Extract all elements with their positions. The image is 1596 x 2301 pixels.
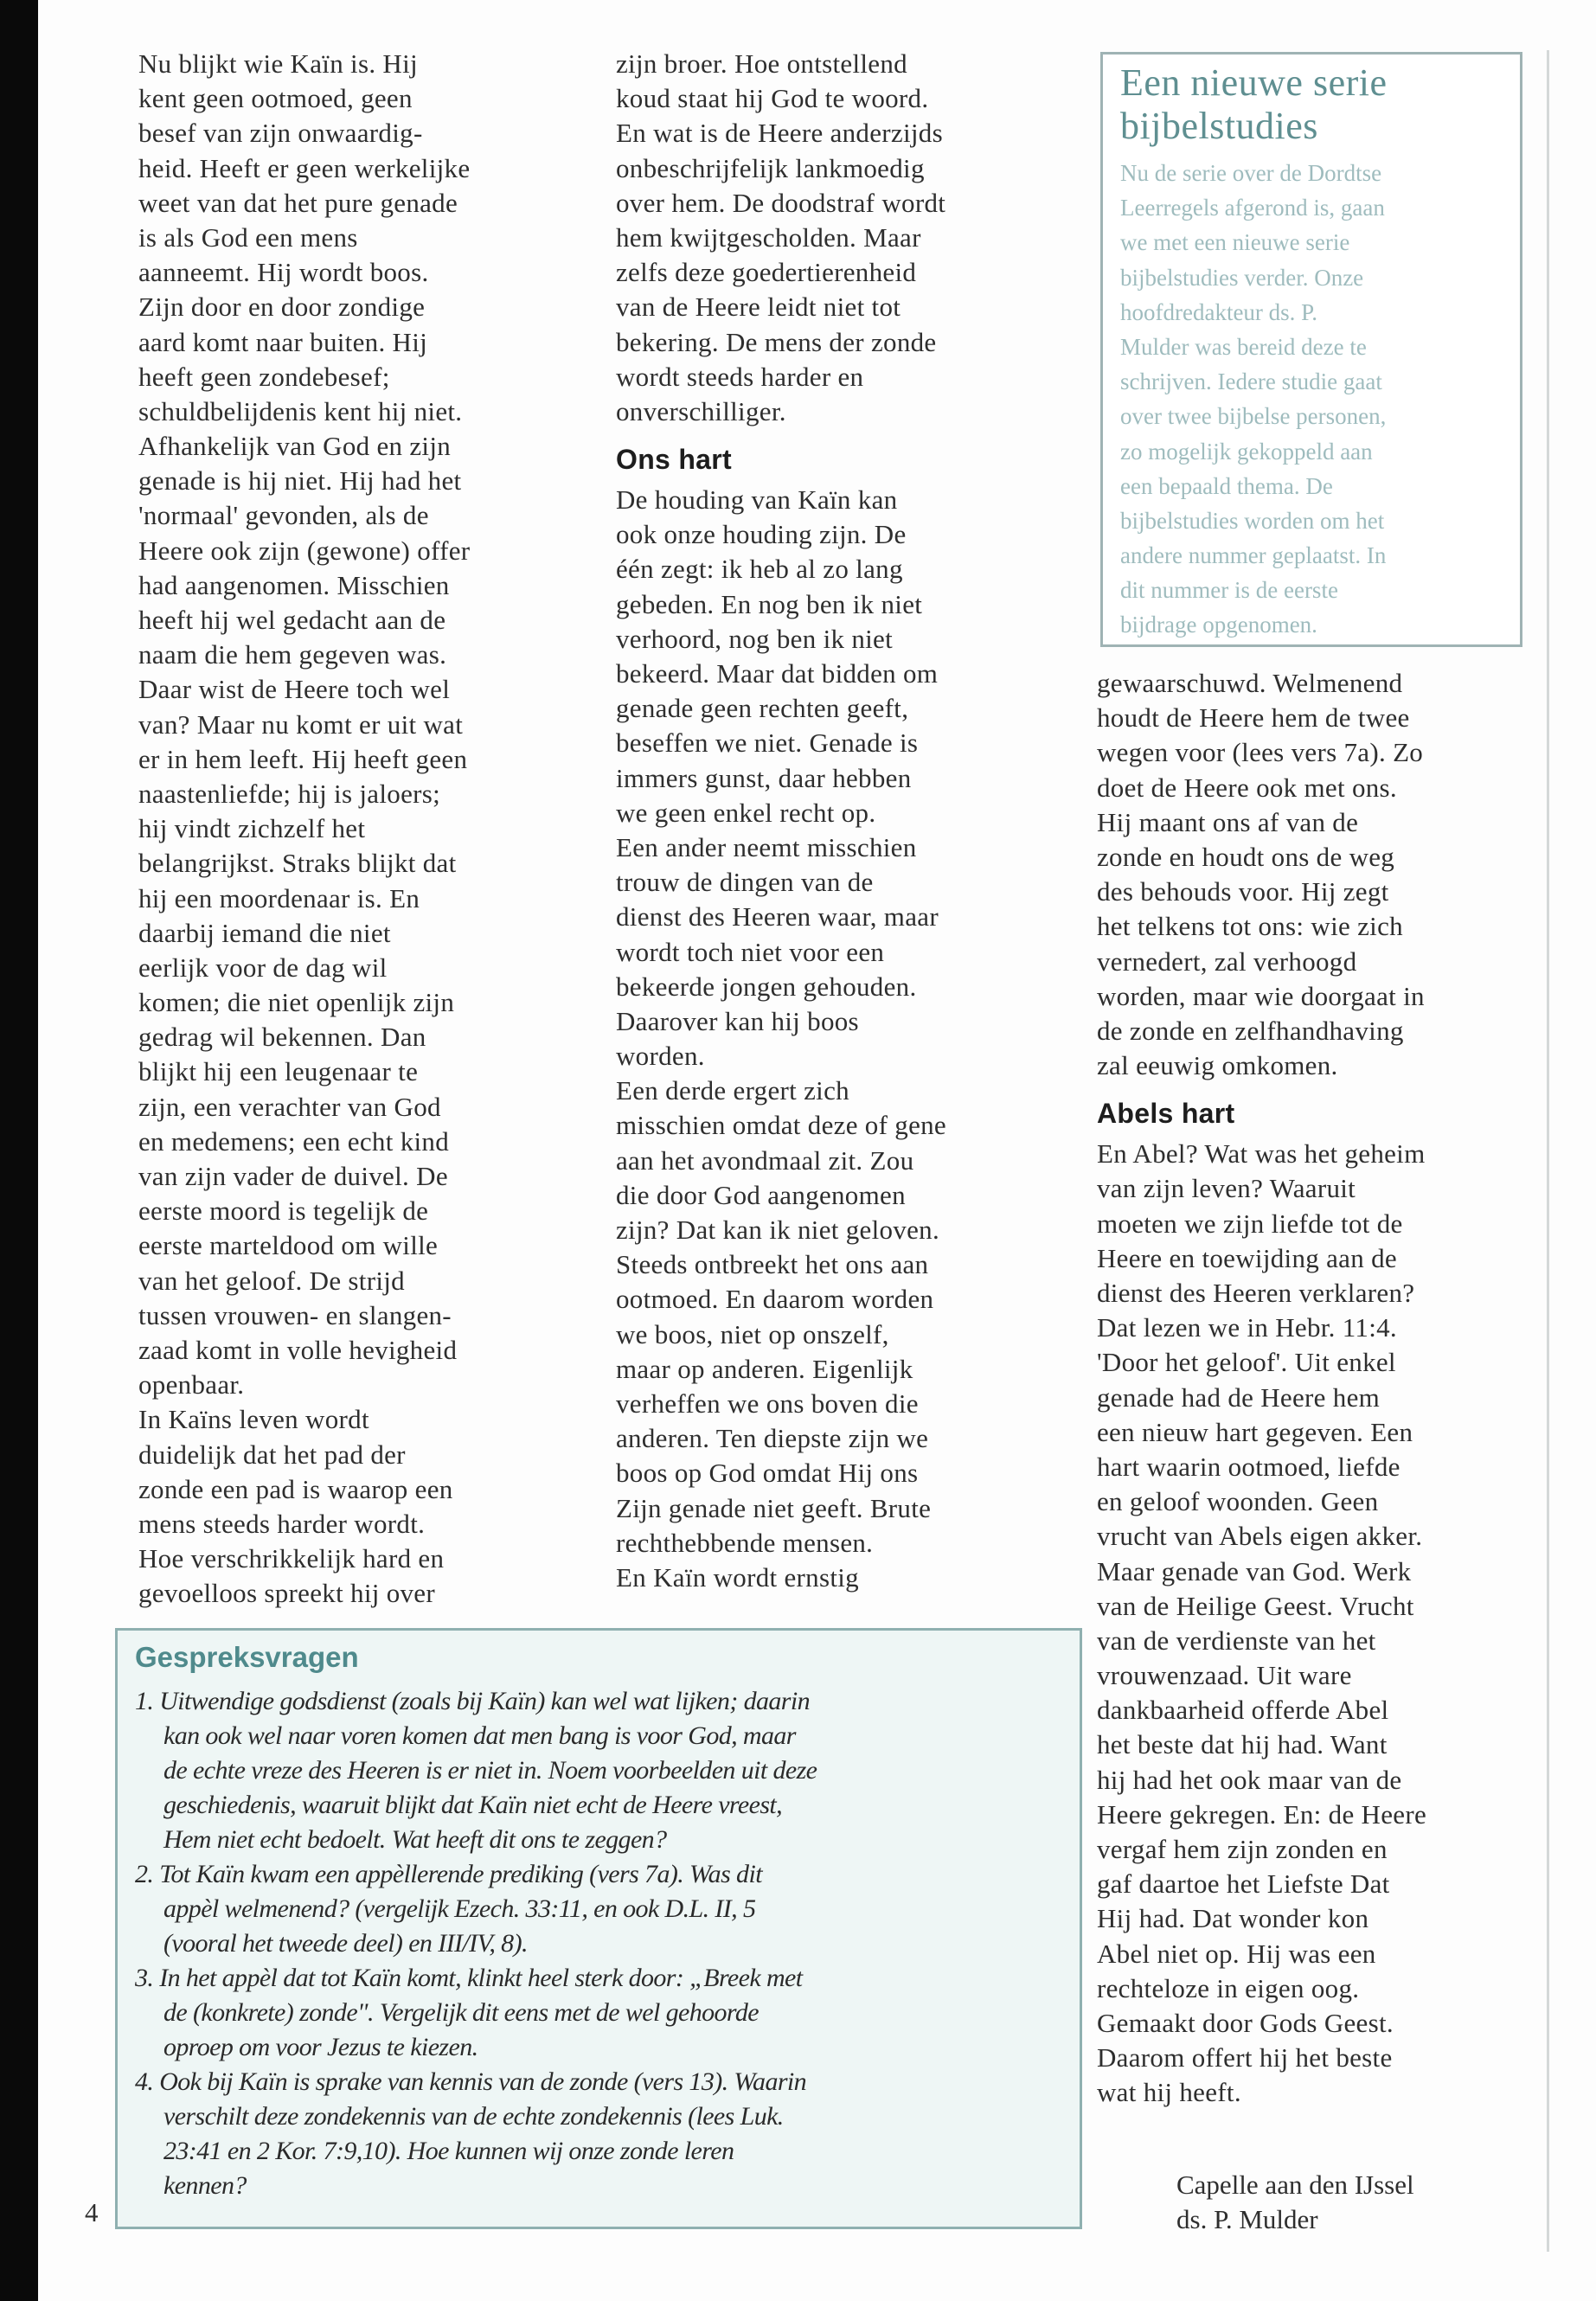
text-line: maar op anderen. Eigenlijk	[616, 1353, 913, 1384]
text-line: hem kwijtgescholden. Maar	[616, 221, 921, 253]
text-line: Een derde ergert zich	[616, 1075, 849, 1106]
text-line: Een ander neemt misschien	[616, 831, 917, 862]
article-column-2	[616, 47, 946, 1595]
text-line: naam die hem gegeven was.	[138, 639, 447, 670]
text-line: aard komt naar buiten. Hij	[138, 326, 428, 357]
text-line: eerlijk voor de dag wil	[138, 952, 388, 983]
text-line: En Abel? Wat was het geheim	[1097, 1138, 1426, 1170]
text-block	[1097, 666, 1426, 1083]
text-line: van? Maar nu komt er uit wat	[138, 708, 464, 740]
text-line: Zijn genade niet geeft. Brute	[616, 1492, 932, 1523]
text-line: heeft hij wel gedacht aan de	[138, 605, 446, 635]
text-line: Hoe verschrikkelijk hard en	[138, 1543, 445, 1574]
text-line: En wat is de Heere anderzijds	[616, 118, 943, 149]
text-line: dienst des Heeren waar, maar	[616, 901, 939, 933]
text-line: wordt toch niet voor een	[616, 936, 885, 967]
text-line: verhoord, nog ben ik niet	[616, 623, 894, 654]
question-line: 1. Uitwendige godsdienst (zoals bij Kaïn) kan wel wat lijken; daarin	[135, 1687, 810, 1715]
text-line: Nu blijkt wie Kaïn is. Hij	[138, 48, 418, 79]
text-line: dankbaarheid offerde Abel	[1097, 1695, 1389, 1726]
signature-author: ds. P. Mulder	[1176, 2204, 1318, 2234]
text-line: een nieuw hart gegeven. Een	[1097, 1416, 1413, 1447]
text-line: gevoelloos spreekt hij over	[138, 1578, 435, 1609]
question-line: de (konkrete) zonde". Vergelijk dit eens met de wel gehoorde	[163, 1998, 760, 2027]
text-line: zijn? Dat kan ik niet geloven.	[616, 1215, 939, 1245]
text-line: weet van dat het pure genade	[138, 187, 458, 218]
text-line: openbaar.	[138, 1369, 245, 1400]
text-line: 'normaal' gevonden, als de	[138, 500, 429, 531]
question-item	[135, 1684, 1062, 1857]
text-line: tussen vrouwen- en slangen-	[138, 1299, 452, 1330]
text-block	[616, 483, 946, 1595]
text-line: des behouds voor. Hij zegt	[1097, 876, 1389, 907]
text-line: heid. Heeft er geen werkelijke	[138, 152, 471, 183]
title-line: bijbelstudies	[1120, 105, 1318, 147]
text-line: Afhankelijk van God en zijn	[138, 431, 452, 462]
text-line: schuldbelijdenis kent hij niet.	[138, 395, 463, 426]
text-line: zelfs deze goedertierenheid	[616, 257, 917, 288]
text-line: blijkt hij een leugenaar te	[138, 1056, 419, 1087]
text-line: van het geloof. De strijd	[138, 1265, 405, 1296]
intro-text-line: schrijven. Iedere studie gaat	[1120, 369, 1382, 395]
text-line: en geloof woonden. Geen	[1097, 1486, 1379, 1517]
text-line: hart waarin ootmoed, liefde	[1097, 1451, 1401, 1482]
text-line: zal eeuwig omkomen.	[1097, 1050, 1338, 1081]
section-heading-abels-hart: Abels hart	[1097, 1098, 1235, 1130]
text-line: naastenliefde; hij is jaloers;	[138, 778, 441, 809]
text-line: is als God een mens	[138, 221, 358, 253]
text-line: van de Heilige Geest. Vrucht	[1097, 1590, 1414, 1621]
discussion-questions-title: Gespreksvragen	[135, 1641, 359, 1673]
page-edge-black-bar	[0, 0, 38, 2301]
text-line: Gemaakt door Gods Geest.	[1097, 2007, 1394, 2038]
text-line: ootmoed. En daarom worden	[616, 1284, 934, 1315]
intro-text-line: over twee bijbelse personen,	[1120, 403, 1387, 430]
text-line: zonde en houdt ons de weg	[1097, 841, 1395, 872]
text-line: we boos, niet op onszelf,	[616, 1318, 889, 1349]
text-line: Hij maant ons af van de	[1097, 806, 1359, 837]
text-line: trouw de dingen van de	[616, 867, 874, 898]
right-margin-rule	[1547, 50, 1549, 2252]
text-line: rechthebbende mensen.	[616, 1527, 874, 1558]
question-item	[135, 1961, 1062, 2065]
text-line: beseffen we niet. Genade is	[616, 727, 919, 759]
text-line: Hij had. Dat wonder kon	[1097, 1903, 1369, 1934]
question-line: Hem niet echt bedoelt. Wat heeft dit ons te zeggen?	[163, 1825, 667, 1854]
question-list	[135, 1684, 1062, 2203]
text-line: rechteloze in eigen oog.	[1097, 1972, 1360, 2003]
text-line: mens steeds harder wordt.	[138, 1508, 426, 1539]
text-line: vrouwenzaad. Uit ware	[1097, 1660, 1352, 1691]
text-line: aan het avondmaal zit. Zou	[616, 1144, 914, 1176]
intro-text-line: hoofdredakteur ds. P.	[1120, 298, 1317, 325]
text-line: Heere gekregen. En: de Heere	[1097, 1798, 1427, 1830]
section-heading-ons-hart: Ons hart	[616, 444, 732, 476]
text-line: vergaf hem zijn zonden en	[1097, 1834, 1388, 1864]
text-line: Daar wist de Heere toch wel	[138, 674, 451, 705]
question-line: de echte vreze des Heeren is er niet in. Noem voorbeelden uit deze	[163, 1756, 817, 1785]
text-line: genade is hij niet. Hij had het	[138, 465, 462, 497]
article-column-1	[138, 47, 470, 1611]
article-column-3	[1097, 666, 1426, 2111]
text-line: genade had de Heere hem	[1097, 1381, 1381, 1413]
text-line: de zonde en zelfhandhaving	[1097, 1015, 1404, 1046]
question-line: appèl welmenend? (vergelijk Ezech. 33:11, en ook D.L. II, 5	[163, 1894, 756, 1923]
text-line: houdt de Heere hem de twee	[1097, 702, 1410, 734]
text-line: 'Door het geloof'. Uit enkel	[1097, 1347, 1396, 1378]
text-line: gedrag wil bekennen. Dan	[138, 1022, 426, 1053]
text-line: Abel niet op. Hij was een	[1097, 1938, 1376, 1969]
intro-text-line: bijbelstudies verder. Onze	[1120, 264, 1364, 291]
text-line: kent geen ootmoed, geen	[138, 83, 413, 114]
text-line: moeten we zijn liefde tot de	[1097, 1208, 1403, 1239]
text-line: het telkens tot ons: wie zich	[1097, 911, 1403, 942]
text-line: Zijn door en door zondige	[138, 292, 426, 323]
text-line: ook onze houding zijn. De	[616, 519, 907, 550]
series-intro-box	[1100, 52, 1522, 647]
question-line: (vooral het tweede deel) en III/IV, 8).	[163, 1929, 528, 1958]
question-item	[135, 1857, 1062, 1961]
text-line: had aangenomen. Misschien	[138, 569, 450, 600]
text-line: er in hem leeft. Hij heeft geen	[138, 743, 468, 774]
question-line: 2. Tot Kaïn kwam een appèllerende prediking (vers 7a). Was dit	[135, 1860, 762, 1888]
text-line: gaf daartoe het Liefste Dat	[1097, 1868, 1390, 1900]
text-line: Dat lezen we in Hebr. 11:4.	[1097, 1312, 1397, 1343]
intro-text-line: een bepaald thema. De	[1120, 472, 1333, 499]
text-line: Heere ook zijn (gewone) offer	[138, 535, 471, 566]
text-line: hij een moordenaar is. En	[138, 882, 420, 913]
text-line: Heere en toewijding aan de	[1097, 1242, 1397, 1273]
text-line: bekeerde jongen gehouden.	[616, 971, 917, 1002]
text-line: van de Heere leidt niet tot	[616, 292, 901, 323]
question-line: kan ook wel naar voren komen dat men bang is voor God, maar	[163, 1721, 796, 1750]
text-line: belangrijkst. Straks blijkt dat	[138, 848, 457, 879]
text-line: genade geen rechten geeft,	[616, 693, 909, 724]
text-line: over hem. De doodstraf wordt	[616, 187, 946, 218]
text-line: van zijn vader de duivel. De	[138, 1161, 448, 1191]
text-line: De houding van Kaïn kan	[616, 484, 898, 516]
text-line: één zegt: ik heb al zo lang	[616, 554, 903, 585]
text-line: die door God aangenomen	[616, 1179, 906, 1210]
text-line: komen; die niet openlijk zijn	[138, 987, 455, 1018]
text-line: aanneemt. Hij wordt boos.	[138, 257, 429, 288]
text-block	[616, 47, 946, 429]
text-line: eerste moord is tegelijk de	[138, 1195, 429, 1227]
series-intro-title	[1120, 61, 1503, 148]
text-line: vernedert, zal verhoogd	[1097, 945, 1357, 977]
question-line: 4. Ook bij Kaïn is sprake van kennis van de zonde (vers 13). Waarin	[135, 2067, 807, 2096]
text-line: en medemens; een echt kind	[138, 1125, 450, 1157]
text-line: misschien omdat deze of gene	[616, 1110, 946, 1141]
text-line: besef van zijn onwaardig-	[138, 118, 423, 149]
text-line: immers gunst, daar hebben	[616, 762, 912, 793]
text-line: hij vindt zichzelf het	[138, 813, 366, 844]
text-line: van de verdienste van het	[1097, 1625, 1376, 1656]
text-block	[1097, 1137, 1426, 2110]
intro-text-line: zo mogelijk gekoppeld aan	[1120, 438, 1373, 465]
text-line: Steeds ontbreekt het ons aan	[616, 1249, 929, 1280]
text-line: bekeerd. Maar dat bidden om	[616, 658, 939, 689]
page-number: 4	[85, 2197, 99, 2227]
intro-text-line: we met een nieuwe serie	[1120, 229, 1350, 256]
text-line: onbeschrijfelijk lankmoedig	[616, 152, 925, 183]
text-line: we geen enkel recht op.	[616, 797, 876, 828]
text-line: gewaarschuwd. Welmenend	[1097, 668, 1403, 698]
text-line: anderen. Ten diepste zijn we	[616, 1423, 929, 1454]
text-line: boos op God omdat Hij ons	[616, 1458, 919, 1489]
text-line: wegen voor (lees vers 7a). Zo	[1097, 737, 1424, 768]
text-line: zijn, een verachter van God	[138, 1091, 441, 1122]
title-line: Een nieuwe serie	[1120, 61, 1388, 104]
text-line: verheffen we ons boven die	[616, 1388, 919, 1419]
series-intro-body	[1120, 157, 1503, 644]
text-line: wat hij heeft.	[1097, 2077, 1241, 2108]
intro-text-line: Nu de serie over de Dordtse	[1120, 160, 1382, 186]
text-line: doet de Heere ook met ons.	[1097, 772, 1397, 803]
text-line: koud staat hij God te woord.	[616, 83, 929, 114]
text-line: van zijn leven? Waaruit	[1097, 1173, 1356, 1204]
question-line: verschilt deze zondekennis van de echte zondekennis (lees Luk.	[163, 2102, 784, 2131]
discussion-questions-box	[115, 1628, 1082, 2229]
text-line: bekering. De mens der zonde	[616, 326, 937, 357]
text-line: duidelijk dat het pad der	[138, 1439, 406, 1470]
text-line: Daarover kan hij boos	[616, 1005, 859, 1036]
intro-text-line: dit nummer is de eerste	[1120, 577, 1338, 604]
question-item	[135, 2065, 1062, 2203]
question-line: 3. In het appèl dat tot Kaïn komt, klinkt heel sterk door: „Breek met	[135, 1964, 803, 1992]
text-line: het beste dat hij had. Want	[1097, 1729, 1388, 1760]
intro-text-line: Mulder was bereid deze te	[1120, 333, 1367, 360]
intro-text-line: andere nummer geplaatst. In	[1120, 542, 1387, 569]
question-line: oproep om voor Jezus te kiezen.	[163, 2033, 478, 2061]
text-line: eerste marteldood om wille	[138, 1230, 439, 1261]
intro-text-line: bijdrage opgenomen.	[1120, 612, 1317, 638]
text-line: zaad komt in volle hevigheid	[138, 1334, 458, 1365]
text-line: In Kaïns leven wordt	[138, 1404, 369, 1435]
question-line: 23:41 en 2 Kor. 7:9,10). Hoe kunnen wij onze zonde leren	[163, 2137, 734, 2165]
text-line: Maar genade van God. Werk	[1097, 1555, 1412, 1586]
question-line: kennen?	[163, 2171, 247, 2200]
text-block	[138, 47, 470, 1611]
text-line: daarbij iemand die niet	[138, 917, 391, 948]
text-line: wordt steeds harder en	[616, 361, 864, 392]
text-line: zijn broer. Hoe ontstellend	[616, 48, 907, 79]
signature-block	[1176, 2168, 1414, 2237]
text-line: zonde een pad is waarop een	[138, 1473, 453, 1504]
text-line: gebeden. En nog ben ik niet	[616, 588, 923, 619]
text-line: dienst des Heeren verklaren?	[1097, 1278, 1415, 1308]
text-line: onverschilliger.	[616, 395, 786, 426]
text-line: Daarom offert hij het beste	[1097, 2042, 1393, 2073]
text-line: heeft geen zondebesef;	[138, 361, 390, 392]
text-line: worden, maar wie doorgaat in	[1097, 980, 1425, 1011]
text-line: hij had het ook maar van de	[1097, 1764, 1402, 1795]
intro-text-line: bijbelstudies worden om het	[1120, 507, 1385, 534]
intro-text-line: Leerregels afgerond is, gaan	[1120, 195, 1385, 221]
signature-place: Capelle aan den IJssel	[1176, 2170, 1414, 2200]
text-line: En Kaïn wordt ernstig	[616, 1561, 859, 1593]
question-line: geschiedenis, waaruit blijkt dat Kaïn niet echt de Heere vreest,	[163, 1791, 783, 1819]
text-line: worden.	[616, 1041, 705, 1072]
text-line: vrucht van Abels eigen akker.	[1097, 1521, 1423, 1552]
